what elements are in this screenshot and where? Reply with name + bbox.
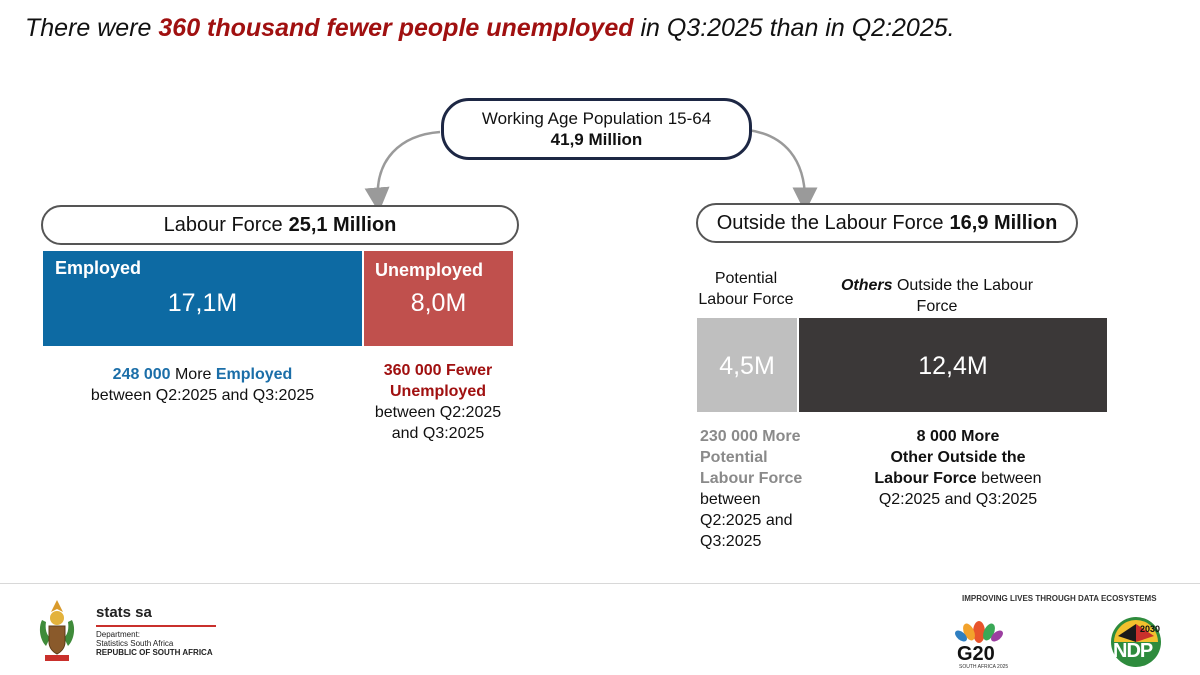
working-age-population-node [441,98,752,160]
potential-change-line4: between [700,491,761,508]
others-change-note [848,426,1068,510]
brand-underline [96,625,216,627]
others-heading [810,275,1064,317]
employed-change-number: 248 000 [112,366,171,383]
ndp-year: 2030 [1140,624,1161,634]
headline-suffix: in Q3:2025 than in Q2:2025. [633,14,955,42]
potential-labour-force-box [697,318,797,412]
stats-sa-brand: stats sa [96,604,152,621]
potential-change-line6: Q3:2025 [700,533,762,550]
arrow-to-outside-labour-force [748,130,805,200]
unemployed-value: 8,0M [410,289,467,317]
employed-change-note [43,364,362,406]
labour-force-value: 25,1 Million [288,213,397,236]
outside-labour-force-node [696,203,1078,243]
unemployed-change-note [352,360,524,444]
potential-value: 4,5M [719,352,775,380]
others-heading-em: Others [840,277,893,294]
others-heading-line2: Force [916,298,958,315]
g20-text: G20 [957,643,995,665]
unemployed-change-line4: and Q3:2025 [391,425,485,442]
labour-force-label: Labour Force [163,213,283,236]
department-line1: Department: [96,630,141,639]
potential-labour-force-heading [690,268,802,310]
others-change-line3-rest: between [976,470,1042,487]
others-value: 12,4M [918,352,988,380]
employed-label: Employed [55,258,142,278]
headline-emphasis: 360 thousand fewer people unemployed [158,14,634,42]
g20-subtitle: SOUTH AFRICA 2025 [959,664,1009,670]
unemployed-label: Unemployed [375,260,484,280]
employed-box [43,251,362,346]
potential-change-line1: 230 000 More [700,428,801,445]
working-age-value: 41,9 Million [550,130,643,149]
department-line2: Statistics South Africa [96,639,174,648]
unemployed-change-line1: 360 000 Fewer [383,362,493,379]
potential-change-line3: Labour Force [700,470,803,487]
employed-change-word: Employed [215,366,293,383]
outside-labour-force-label: Outside the Labour Force [716,211,944,234]
g20-flower-icon [955,610,1003,644]
potential-change-note [700,426,830,552]
department-block [96,630,213,657]
potential-change-line2: Potential [700,449,768,466]
unemployed-box [364,251,513,346]
potential-heading-line1: Potential [714,270,778,287]
others-heading-rest: Outside the Labour [892,277,1034,294]
working-age-label: Working Age Population 15-64 [481,109,712,128]
potential-change-line5: Q2:2025 and [700,512,793,529]
unemployed-change-line3: between Q2:2025 [374,404,502,421]
employed-change-period: between Q2:2025 and Q3:2025 [90,387,315,404]
others-change-line3: Labour Force [874,470,977,487]
coat-of-arms-logo [36,598,78,664]
employed-value: 17,1M [167,289,238,317]
outside-labour-force-value: 16,9 Million [949,211,1058,234]
department-line3: REPUBLIC OF SOUTH AFRICA [96,648,213,657]
potential-heading-line2: Labour Force [698,291,794,308]
footer-divider [0,583,1200,584]
others-change-line4: Q2:2025 and Q3:2025 [878,491,1038,508]
others-change-line1: 8 000 More [916,428,1000,445]
others-box [799,318,1107,412]
headline-prefix: There were [25,14,159,42]
employed-change-more: More [170,366,216,383]
tagline: IMPROVING LIVES THROUGH DATA ECOSYSTEMS [962,594,1157,603]
arrow-to-labour-force [378,132,440,200]
ndp-text: NDP [1113,640,1153,662]
labour-force-node [41,205,519,245]
unemployed-change-line2: Unemployed [389,383,486,400]
others-change-line2: Other Outside the [890,449,1026,466]
